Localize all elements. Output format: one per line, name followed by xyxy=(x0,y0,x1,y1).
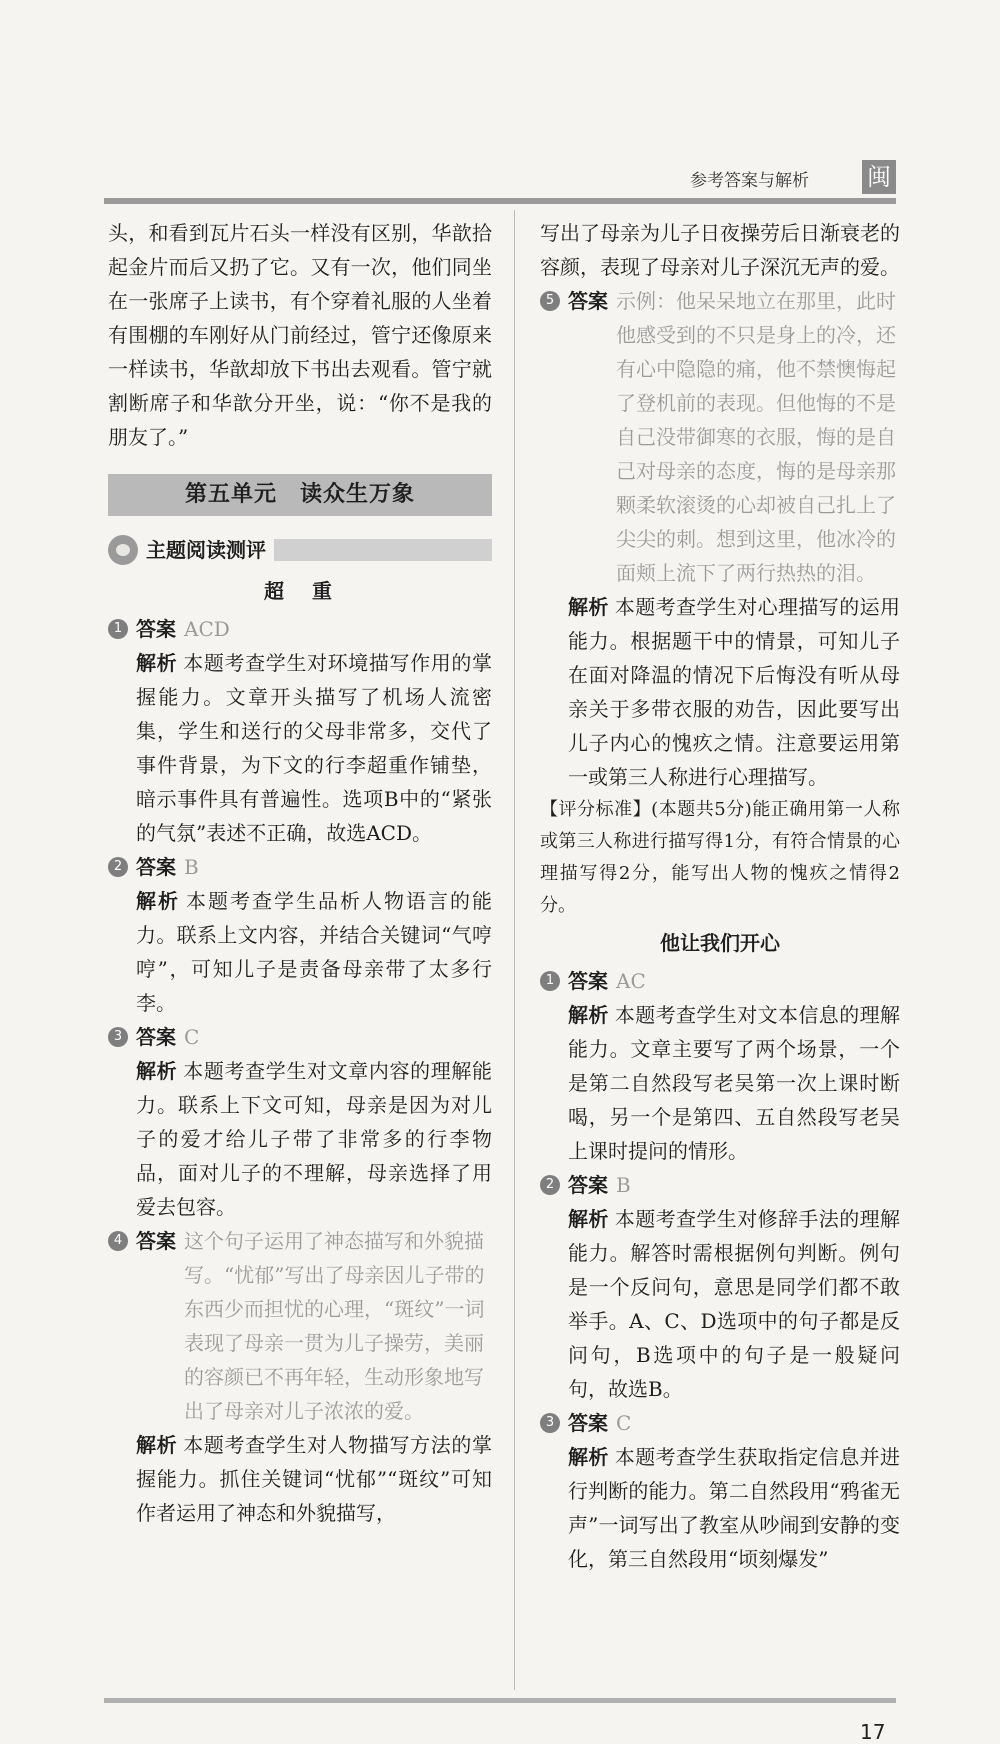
analysis-text: 本题考查学生对文本信息的理解能力。文章主要写了两个场景，一个是第二自然段写老吴第一次上课时断喝，另一个是第四、五自然段写老吴上课时提问的情形。 xyxy=(568,1003,901,1163)
section-label: 主题阅读测评 xyxy=(146,538,266,562)
answer-value: B xyxy=(184,855,199,879)
analysis-text: 本题考查学生获取指定信息并进行判断的能力。第二自然段用“鸦雀无声”一词写出了教室从吵闹到安静的变化，第三自然段用“顷刻爆发” xyxy=(568,1445,901,1571)
answer-value: C xyxy=(616,1411,632,1435)
analysis-label: 解析 xyxy=(136,1059,178,1083)
region-badge: 闽 xyxy=(862,160,896,194)
analysis-label: 解析 xyxy=(568,1445,609,1469)
analysis-label: 解析 xyxy=(568,595,609,619)
answer-label: 答案 xyxy=(136,617,176,641)
analysis xyxy=(540,1202,900,1406)
answer-label: 答案 xyxy=(136,1025,176,1049)
section-bar xyxy=(274,539,492,561)
scoring-criteria: 【评分标准】(本题共5分)能正确用第一人称或第三人称进行描写得1分，有符合情景的心理描写得2分，能写出人物的愧疚之情得2分。 xyxy=(540,799,900,916)
question-number-icon: 3 xyxy=(108,1027,128,1047)
answer-label: 答案 xyxy=(136,1229,176,1253)
answer-value: 示例：他呆呆地立在那里，此时他感受到的不只是身上的冷，还有心中隐隐的痛，他不禁懊悔起了登机前的表现。但他悔的不是自己没带御寒的衣服，悔的是自己对母亲的态度，悔的是母亲那颗柔软滚烫的心却被自己扎上了尖尖的刺。想到这里，他冰冷的面颊上流下了两行热热的泪。 xyxy=(616,289,896,585)
answer-label: 答案 xyxy=(136,855,176,879)
question-number-icon: 1 xyxy=(108,619,128,639)
answer-value: 这个句子运用了神态描写和外貌描写。“忧郁”写出了母亲因儿子带的东西少而担忧的心理，“斑纹”一词表现了母亲一贯为儿子操劳，美丽的容颜已不再年轻，生动形象地写出了母亲对儿子浓浓的爱。 xyxy=(184,1229,485,1423)
analysis-label: 解析 xyxy=(568,1003,609,1027)
answer-item xyxy=(108,850,492,1020)
analysis-label: 解析 xyxy=(136,889,180,913)
analysis xyxy=(540,590,900,794)
question-number-icon: 5 xyxy=(540,291,560,311)
answer-item xyxy=(540,964,900,1168)
answer-value: ACD xyxy=(184,617,230,641)
left-column xyxy=(108,216,492,1530)
unit-banner: 第五单元 读众生万象 xyxy=(108,474,492,516)
answer-item xyxy=(108,1224,492,1530)
answer-value: AC xyxy=(616,969,646,993)
analysis-label: 解析 xyxy=(136,1433,178,1457)
analysis xyxy=(108,1428,492,1530)
intro-paragraph: 头，和看到瓦片石头一样没有区别，华歆拾起金片而后又扔了它。又有一次，他们同坐在一张席子上读书，有个穿着礼服的人坐着有围棚的车刚好从门前经过，管宁还像原来一样读书，华歆却放下书出去观看。管宁就割断席子和华歆分开坐，说：“你不是我的朋友了。” xyxy=(108,221,492,449)
article-title: 他让我们开心 xyxy=(660,931,780,955)
question-number-icon: 2 xyxy=(108,857,128,877)
analysis xyxy=(108,1054,492,1224)
analysis-text: 本题考查学生品析人物语言的能力。联系上文内容，并结合关键词“气哼哼”，可知儿子是责备母亲带了太多行李。 xyxy=(136,889,492,1015)
analysis-text: 本题考查学生对修辞手法的理解能力。解答时需根据例句判断。例句是一个反问句，意思是同学们都不敢举手。A、C、D选项中的句子都是反问句，B选项中的句子是一般疑问句，故选B。 xyxy=(568,1207,901,1401)
page-header-title: 参考答案与解析 xyxy=(690,171,809,191)
column-divider xyxy=(514,210,515,1690)
answer-label: 答案 xyxy=(568,289,608,313)
question-number-icon: 4 xyxy=(108,1231,128,1251)
page-number: 17 xyxy=(860,1720,886,1744)
answer-value: C xyxy=(184,1025,200,1049)
answer-item xyxy=(108,612,492,850)
analysis xyxy=(540,1440,900,1576)
answer-item xyxy=(540,1406,900,1576)
analysis xyxy=(540,998,900,1168)
analysis-text: 本题考查学生对心理描写的运用能力。根据题干中的情景，可知儿子在面对降温的情况下后悔没有听从母亲关于多带衣服的劝告，因此要写出儿子内心的愧疚之情。注意要运用第一或第三人称进行心理描写。 xyxy=(568,595,901,789)
analysis-text: 本题考查学生对人物描写方法的掌握能力。抓住关键词“忧郁”“斑纹”可知作者运用了神态和外貌描写， xyxy=(136,1433,492,1525)
analysis-label: 解析 xyxy=(568,1207,609,1231)
footer-rule xyxy=(104,1698,896,1703)
question-number-icon: 2 xyxy=(540,1175,560,1195)
analysis xyxy=(108,646,492,850)
answer-label: 答案 xyxy=(568,969,608,993)
answer-item xyxy=(108,1020,492,1224)
question-number-icon: 1 xyxy=(540,971,560,991)
answer-label: 答案 xyxy=(568,1173,608,1197)
right-column xyxy=(540,216,900,1576)
question-number-icon: 3 xyxy=(540,1413,560,1433)
header-rule xyxy=(104,198,896,204)
analysis-text: 本题考查学生对环境描写作用的掌握能力。文章开头描写了机场人流密集，学生和送行的父母非常多，交代了事件背景，为下文的行李超重作铺垫，暗示事件具有普遍性。选项B中的“紧张的气氛”表述不正确，故选ACD。 xyxy=(136,651,492,845)
article-title: 超 重 xyxy=(264,579,336,603)
section-heading xyxy=(108,530,492,570)
answer-value: B xyxy=(616,1173,631,1197)
answer-label: 答案 xyxy=(568,1411,608,1435)
answer-item xyxy=(540,284,900,922)
continued-analysis: 写出了母亲为儿子日夜操劳后日渐衰老的容颜，表现了母亲对儿子深沉无声的爱。 xyxy=(540,221,900,279)
analysis xyxy=(108,884,492,1020)
mascot-icon xyxy=(108,535,138,565)
analysis-text: 本题考查学生对文章内容的理解能力。联系上下文可知，母亲是因为对儿子的爱才给儿子带了非常多的行李物品，面对儿子的不理解，母亲选择了用爱去包容。 xyxy=(136,1059,492,1219)
answer-item xyxy=(540,1168,900,1406)
analysis-label: 解析 xyxy=(136,651,178,675)
